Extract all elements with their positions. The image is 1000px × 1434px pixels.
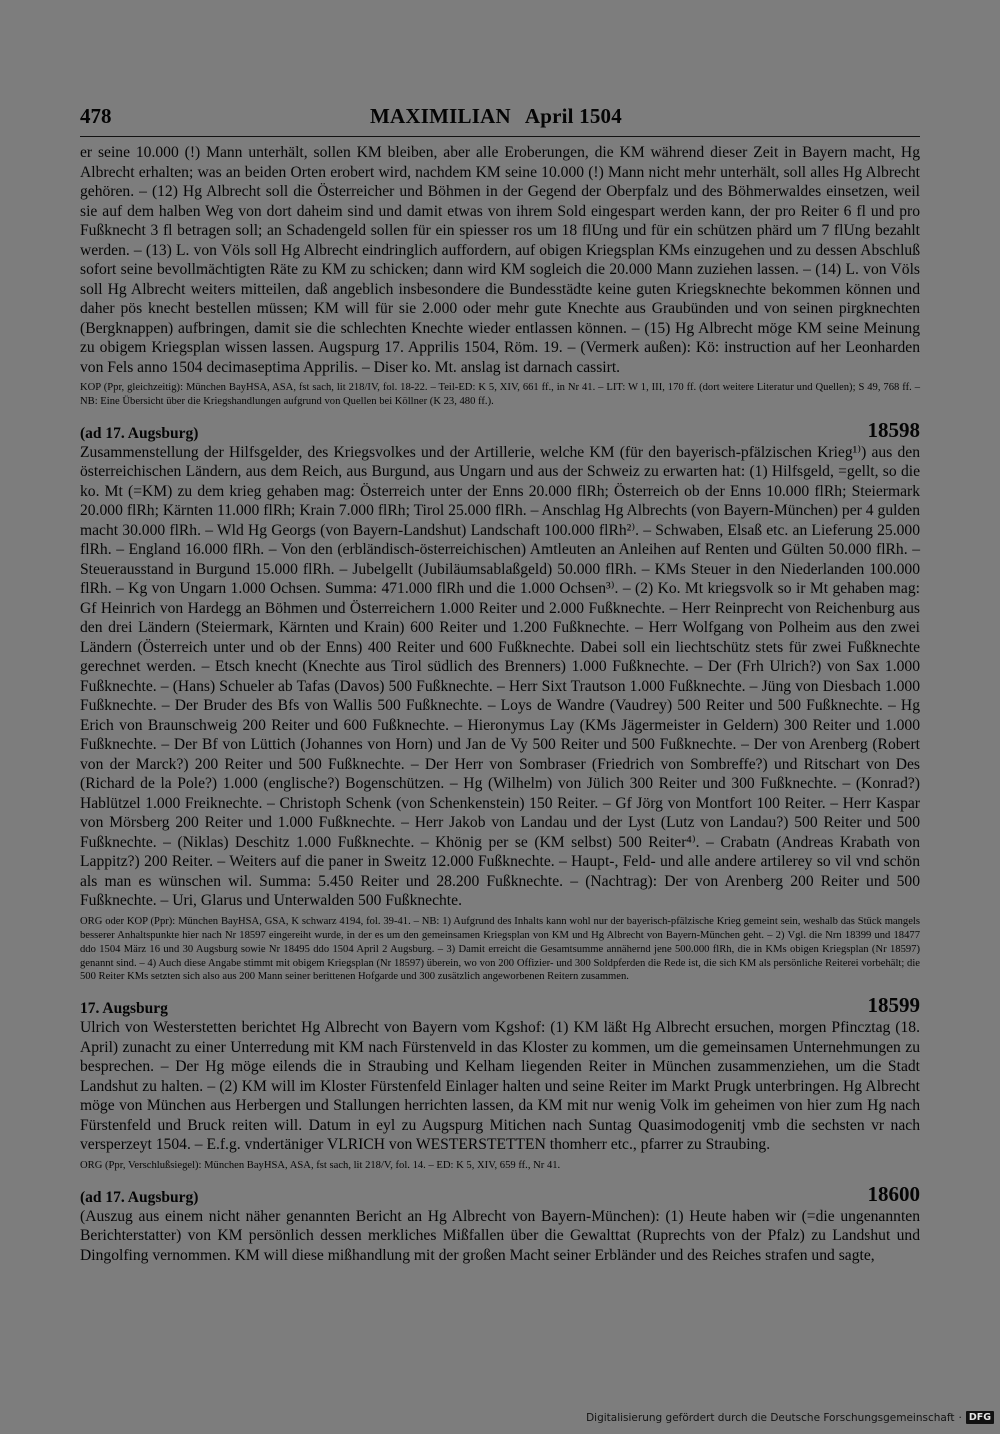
entry-18599 [80, 993, 920, 1172]
running-title [370, 104, 622, 129]
entry-number: 18598 [867, 417, 920, 442]
dfg-logo-icon: DFG [966, 1411, 994, 1424]
continued-entry-text: er seine 10.000 (!) Mann unterhält, sollen KM bleiben, aber alle Eroberungen, die KM während dieser Zeit in Bayern macht, Hg Albrecht erhalten; was an beiden Orten erobert wird, nachdem KM seine 10.000 (!) Mann nicht mehr unterhält, soll alles Hg Albrecht gehören. – (12) Hg Albrecht soll die Österreicher und Böhmen in der Gegend der Oberpfalz und des Böhmerwaldes einsetzen, weil sie auf dem halben Weg von dort daheim sind und damit etwas von ihrem Sold eingespart werden kann, der pro Reiter 6 fl und pro Fußknecht 3 fl betragen soll; an Schadengeld sollen für ein spiesser ros um 18 flUng und für ein schützen phärd um 7 flUng bezahlt werden. – (13) L. von Völs soll Hg Albrecht eindringlich auffordern, auf obigen Kriegsplan KMs einzugehen und zu dessen Abschluß sofort seine bevollmächtigten Räte zu KM zu schicken; dann wird KM sogleich die 20.000 Mann zuziehen lassen. – (14) L. von Völs soll Hg Albrecht weiters mitteilen, daß angeblich insbesondere die Bundesstädte keine guten Kriegsknechte bekommen können und daher pös knecht bestellen müssen; KM will für sie 2.000 oder mehr gute Knechte aus Graubünden und von seinen pirgknechten (Bergknappen) aufbringen, damit sie die schlechten Knechte wieder entlassen können. – (15) Hg Albrecht möge KM seine Meinung zu obigem Kriegsplan wissen lassen. Augspurg 17. Apprilis 1504, Röm. 19. – (Vermerk außen): Kö: instruction auf her Leonharden von Fels anno 1504 decimaseptima Apprilis. – Diser ko. Mt. anslag ist darnach cassirt. [80, 144, 920, 376]
entry-18600 [80, 1181, 920, 1266]
running-title-name: MAXIMILIAN [370, 104, 511, 128]
entry-date: (ad 17. Augsburg) [80, 1188, 199, 1206]
entry-heading [80, 417, 920, 443]
running-title-date: April 1504 [524, 104, 622, 128]
entry-text: Zusammenstellung der Hilfsgelder, des Kriegsvolkes und der Artillerie, welche KM (für den bayerisch-pfälzischen Krieg¹⁾) aus den österreichischen Ländern, aus dem Reich, aus Burgund, aus Ungarn und aus der Schweiz zu erwarten hat: (1) Hilfsgeld, =gellt, so die ko. Mt (=KM) zu dem krieg gehaben mag: Österreich unter der Enns 20.000 flRh; Österreich ob der Enns 10.000 flRh; Steiermark 20.000 flRh; Kärnten 11.000 flRh; Krain 7.000 flRh; Tirol 25.000 flRh. – Anschlag Hg Albrechts (von Bayern-München) per 4 gulden macht 30.000 flRh. – Wld Hg Georgs (von Bayern-Landshut) Landschaft 100.000 flRh²⁾. – Schwaben, Elsaß etc. an Lieferung 25.000 flRh. – England 16.000 flRh. – Von den (erbländisch-österreichischen) Amtleuten an Anleihen auf Renten und Gülten 50.000 flRh. – Steuerausstand in Burgund 15.000 flRh. – Jubelgellt (Jubiläumsablaßgeld) 50.000 flRh. – KMs Steuer in den Niederlanden 100.000 flRh. – Kg von Ungarn 1.000 Ochsen. Summa: 471.000 flRh und die 1.000 Ochsen³⁾. – (2) Ko. Mt kriegsvolk so ir Mt gehaben mag: Gf Heinrich von Hardegg an Böhmen und Österreichern 1.000 Reiter und 2.000 Fußknechte. – Herr Reinprecht von Reichenburg aus den drei Ländern (Steiermark, Kärnten und Krain) 600 Reiter und 1.200 Fußknechte. – Herr Wolfgang von Polheim aus den zwei Ländern (Österreich unter und ob der Enns) 400 Reiter und 600 Fußknechte. Dabei soll ein liechtschütz stets für zwei Fußknechte gerechnet werden. – Etsch knecht (Knechte aus Tirol südlich des Brenners) 1.000 Fußknechte. – Der (Frh Ulrich?) von Sax 1.000 Fußknechte. – (Hans) Schueler ab Tafas (Davos) 500 Fußknechte. – Herr Sixt Trautson 1.000 Fußknechte. – Jüng von Diesbach 1.000 Fußknechte. – Der Bruder des Bfs von Wallis 500 Fußknechte. – Loys de Wandre (Vaudrey) 500 Reiter und 500 Fußknechte. – Hg Erich von Braunschweig 200 Reiter und 600 Fußknechte. – Hieronymus Lay (KMs Jägermeister in Geldern) 300 Reiter und 1.000 Fußknechte. – Der Bf von Lüttich (Johannes von Horn) und Jan de Vy 500 Reiter und 500 Fußknechte. – Der von Arenberg (Robert von der Marck?) 200 Reiter und 500 Fußknechte. – Der Herr von Sombraser (Friedrich von Sombreffe?) und Ritschart von Des (Richard de la Pole?) 1.000 (englische?) Bogenschützen. – Hg (Wilhelm) von Jülich 300 Reiter und 300 Fußknechte. – (Konrad?) Hablützel 1.000 Freiknechte. – Christoph Schenk (von Schenkenstein) 150 Reiter. – Gf Jörg von Montfort 100 Reiter. – Herr Kaspar von Mörsberg 200 Reiter und 1.000 Fußknechte. – Herr Jakob von Landau und der Lyst (Lutz von Landau?) 500 Reiter und 500 Fußknechte. – (Niklas) Deschitz 1.000 Fußknechte. – Khönig per se (KM selbst) 500 Reiter⁴⁾. – Crabatn (Andreas Krabath von Lappitz?) 200 Reiter. – Weiters auf die paner in Sweitz 12.000 Fußknechte. – Haupt-, Feld- und alle andere artilerey so vil vnd schön als man es wünschen wil. Summa: 5.450 Reiter und 28.200 Fußknechte. – (Nachtrag): Der von Arenberg 200 Reiter und 500 Fußknechte. – Uri, Glarus und Unterwalden 500 Fußknechte. [80, 443, 920, 910]
footer-separator: · [958, 1411, 962, 1424]
page-number: 478 [80, 104, 112, 128]
entry-date: (ad 17. Augsburg) [80, 424, 199, 442]
entry-text: (Auszug aus einem nicht näher genannten Bericht an Hg Albrecht von Bayern-München): (1) Heute haben wir (=die ungenannten Berichterstatter) von KM persönlich dessen merkliches Mißfallen über die Gewalttat (Ruprechts von der Pfalz) zu Landshut und Dingolfing vernommen. KM will diese mißhandlung mit der großen Macht seiner Erbländer und des Reiches strafen und sagte, [80, 1207, 920, 1264]
document-page [80, 104, 920, 1265]
entry-number: 18600 [867, 1181, 920, 1206]
funding-text: Digitalisierung gefördert durch die Deutsche Forschungsgemeinschaft [586, 1411, 955, 1424]
entry-heading [80, 1181, 920, 1207]
entry-note: ORG oder KOP (Ppr): München BayHSA, GSA, K schwarz 4194, fol. 39-41. – NB: 1) Aufgrund des Inhalts kann wohl nur der bayerisch-pfälzische Krieg gemeint sein, weshalb das Stück mangels besserer Anhaltspunkte hier nach Nr 18597 eingereiht wurde, in der es um den gemeinsamen Kriegsplan von KM und Hg Albrecht von Bayern-München geht. – 2) Vgl. die Nrn 18399 und 18477 ddo 1504 März 16 und 30 Augsburg sowie Nr 18495 ddo 1504 April 2 Augsburg. – 3) Damit erreicht die Gesamtsumme annähernd jene 500.000 flRh, die in KMs obigen Kriegsplan (Nr 18597) genannt sind. – 4) Auch diese Angabe stimmt mit obigem Kriegsplan (Nr 18597) überein, wo von 200 Offizier- und 300 Soldpferden die Rede ist, die sich KM als persönliche Reiterei vorbehält; die 500 Reiter KMs setzten sich also aus 200 Mann seiner berittenen Hofgarde und 300 zusätzlich angeworbenen Reitern zusammen. [80, 915, 920, 983]
continued-entry-note: KOP (Ppr, gleichzeitig): München BayHSA, ASA, fst sach, lit 218/IV, fol. 18-22. – Teil-ED: K 5, XIV, 661 ff., in Nr 41. – LIT: W 1, III, 170 ff. (dort weitere Literatur und Quellen); S 49, 768 ff. – NB: Eine Übersicht über die Kriegshandlungen aufgrund von Quellen bei Köllner (K 23, 480 ff.). [80, 382, 920, 407]
entry-number: 18599 [867, 993, 920, 1018]
entry-18598 [80, 417, 920, 985]
funding-footer [586, 1411, 994, 1424]
entry-text: Ulrich von Westerstetten berichtet Hg Albrecht von Bayern vom Kgshof: (1) KM läßt Hg Albrecht ersuchen, morgen Pfincztag (18. April) zunacht zu einer Unterredung mit KM nach Fürstenveld in das Kloster zu kommen, um die gemeinsamen Unternehmungen zu besprechen. – Der Hg möge eilends die in Straubing und Kelham liegenden Reiter in München zusammenziehen, um die Stadt Landshut zu halten. – (2) KM will im Kloster Fürstenfeld Einlager halten und seine Reiter im Markt Prugk unterbringen. Hg Albrecht möge von München aus Herbergen und Stallungen herrichten lassen, da KM mit nur wenig Volk im geheimen von hier zum Hg nach Fürstenfeld und Bruck reiten will. Datum in eyl zu Augspurg Mitichen nach Suntag Quasimodogenitj vmb die sechsten vr nach versperzeyt 1504. – E.f.g. vndertäniger VLRICH von WESTERSTETTEN thomherr etc., pfarrer zu Straubing. [80, 1019, 920, 1154]
entry-heading [80, 993, 920, 1018]
page-header [80, 104, 920, 137]
entry-date: 17. Augsburg [80, 1000, 168, 1018]
continued-entry [80, 143, 920, 409]
entry-note: ORG (Ppr, Verschlußsiegel): München BayHSA, ASA, fst sach, lit 218/V, fol. 14. – ED: K 5, XIV, 659 ff., Nr 41. [80, 1159, 561, 1171]
